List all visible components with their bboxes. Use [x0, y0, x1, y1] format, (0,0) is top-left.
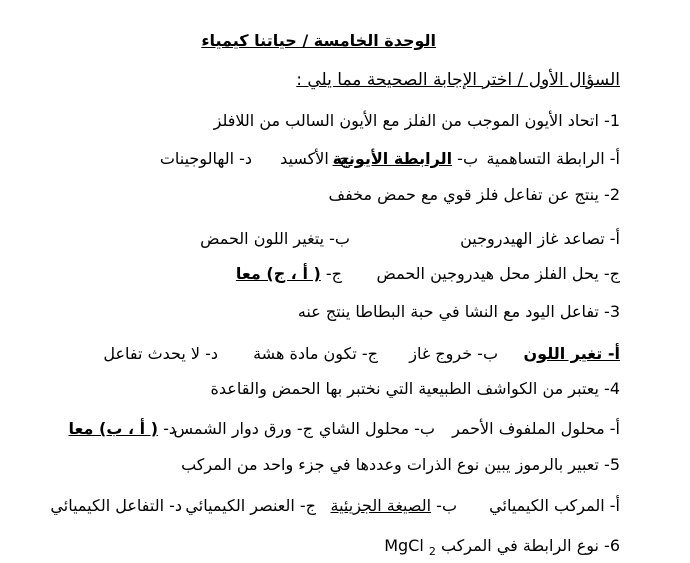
q4-option-d — [69, 418, 176, 440]
question-5-text: 5- تعبير بالرموز يبين نوع الذرات وعددها في جزء واحد من المركب — [181, 455, 620, 474]
q5-option-d: د- التفاعل الكيميائي — [50, 496, 182, 515]
question-2-text: 2- ينتج عن تفاعل فلز قوي مع حمض مخفف — [328, 185, 620, 204]
q4-answer: ( أ ، ب) معا — [68, 419, 159, 438]
q2-option-d — [236, 263, 342, 285]
q3-option-a-answer: أ- تغير اللون — [523, 344, 620, 363]
q5-option-b — [331, 495, 458, 517]
q3-option-c: ج- تكون مادة هشة — [253, 344, 378, 363]
question-1-text: 1- اتحاد الأيون الموجب من الفلز مع الأيون السالب من اللافلز — [213, 111, 620, 130]
q5-option-c: ج- العنصر الكيميائي — [185, 496, 316, 515]
q2-answer: ( أ ، ج) معا — [235, 264, 321, 283]
q1-answer: الرابطة الأيونية — [332, 149, 453, 168]
question-4-text: 4- يعتبر من الكواشف الطبيعية التي نختبر بها الحمض والقاعدة — [210, 379, 620, 398]
question-3-text: 3- تفاعل اليود مع النشا في حبة البطاطا ينتج عنه — [297, 302, 620, 321]
q5-answer: الصيغة الجزيئية — [330, 496, 432, 515]
q1-option-b-prefix: ب- — [452, 149, 478, 168]
q1-option-a: أ- الرابطة التساهمية — [486, 149, 620, 168]
q1-option-c: ج- الأكسيد — [280, 149, 350, 168]
q4-option-a: أ- محلول الملفوف الأحمر — [452, 419, 620, 438]
question-heading: السؤال الأول / اختر الإجابة الصحيحة مما يلي : — [296, 70, 620, 90]
mgcl2-formula — [384, 535, 436, 563]
formula-base: MgCl — [384, 536, 424, 555]
q1-option-b — [333, 148, 478, 170]
question-6-label: 6- نوع الرابطة في المركب — [440, 536, 620, 555]
q4-option-c: ج- ورق دوار الشمس — [173, 419, 313, 438]
q2-option-a: أ- تصاعد غاز الهيدروجين — [460, 229, 620, 248]
q3-option-d: د- لا يحدث تفاعل — [103, 344, 218, 363]
q4-option-d-prefix: د- — [158, 419, 176, 438]
q1-option-d: د- الهالوجينات — [159, 149, 252, 168]
q2-option-c: ج- يحل الفلز محل هيدروجين الحمض — [376, 264, 620, 283]
question-6-text — [384, 535, 620, 563]
q2-option-b: ب- يتغير اللون الحمض — [200, 229, 350, 248]
q5-option-b-prefix: ب- — [431, 496, 457, 515]
unit-title: الوحدة الخامسة / حياتنا كيمياء — [201, 31, 436, 50]
q3-option-b: ب- خروج غاز — [409, 344, 498, 363]
formula-subscript: 2 — [428, 545, 436, 559]
q2-option-d-prefix: ج- — [320, 264, 342, 283]
q4-option-b: ب- محلول الشاي — [318, 419, 435, 438]
q5-option-a: أ- المركب الكيميائي — [489, 496, 620, 515]
